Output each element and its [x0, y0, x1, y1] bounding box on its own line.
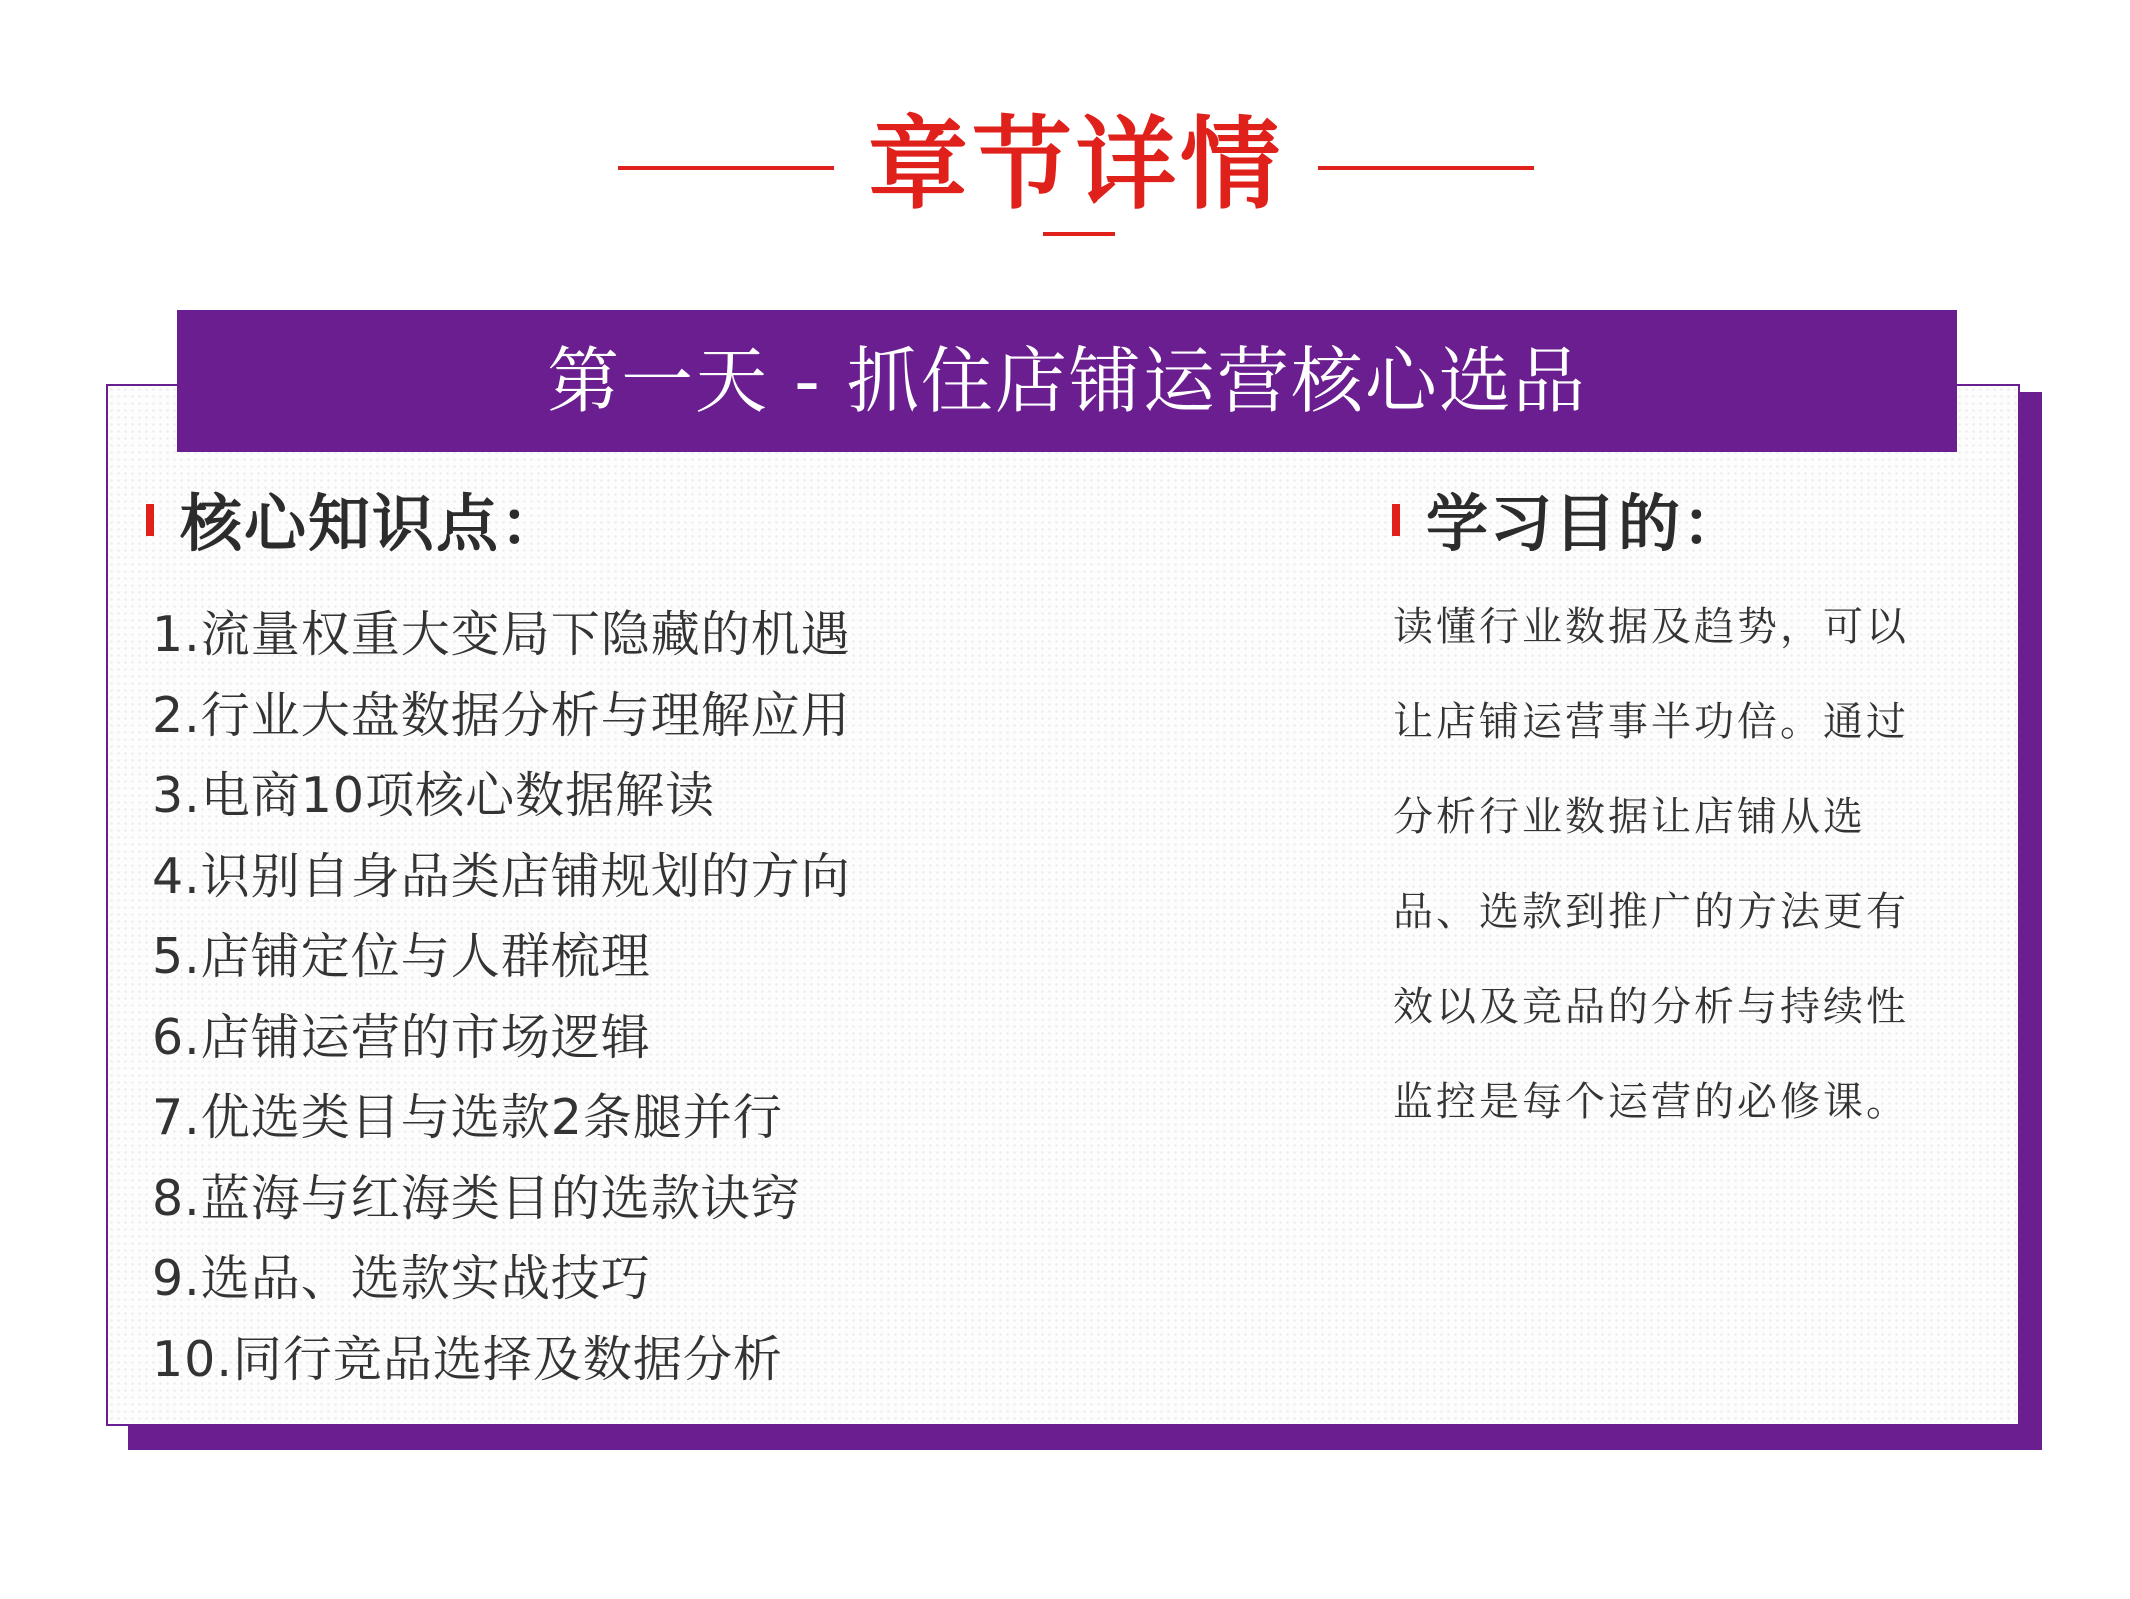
- knowledge-item: 10.同行竞品选择及数据分析: [152, 1330, 783, 1388]
- knowledge-item: 7.优选类目与选款2条腿并行: [152, 1089, 783, 1146]
- knowledge-list: [152, 595, 1152, 1400]
- knowledge-section-heading: [146, 484, 746, 564]
- knowledge-item: 4.识别自身品类店铺规划的方向: [152, 847, 851, 905]
- page-title: 章节详情: [868, 106, 1284, 223]
- day-banner: 第一天 - 抓住店铺运营核心选品: [177, 310, 1957, 452]
- header-left-divider: [618, 166, 834, 170]
- knowledge-item: 3.电商10项核心数据解读: [152, 767, 716, 824]
- knowledge-item: 8.蓝海与红海类目的选款诀窍: [152, 1169, 801, 1227]
- knowledge-item: 1.流量权重大变局下隐藏的机遇: [152, 606, 851, 663]
- knowledge-item: 6.店铺运营的市场逻辑: [152, 1008, 651, 1066]
- goals-section-heading: [1392, 484, 1852, 564]
- goals-heading-text: 学习目的：: [1426, 487, 1747, 560]
- header-right-divider: [1318, 166, 1534, 170]
- title-underline: [1043, 232, 1115, 236]
- heading-marker: [146, 504, 154, 536]
- chapter-header: [0, 0, 2130, 260]
- heading-marker: [1392, 504, 1400, 536]
- knowledge-item: 2.行业大盘数据分析与理解应用: [152, 686, 851, 744]
- goals-description: 读懂行业数据及趋势，可以让店铺运营事半功倍。通过分析行业数据让店铺从选品、选款到推广的方法更有效以及竞品的分析与持续性监控是每个运营的必修课。: [1393, 604, 1909, 1125]
- knowledge-item: 9.选品、选款实战技巧: [152, 1250, 651, 1307]
- knowledge-item: 5.店铺定位与人群梳理: [152, 928, 651, 985]
- knowledge-heading-text: 核心知识点：: [180, 487, 565, 560]
